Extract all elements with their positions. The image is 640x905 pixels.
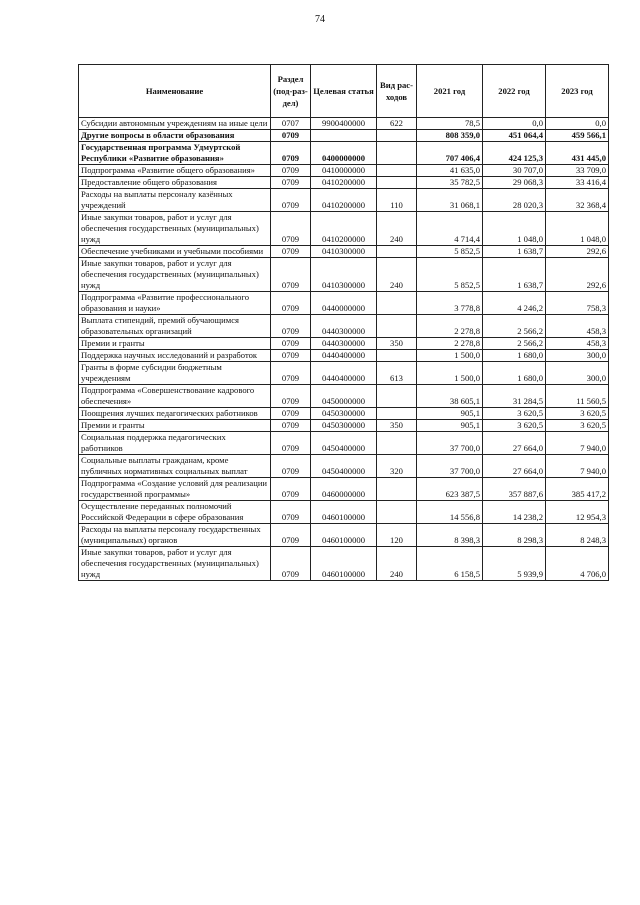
- cell-type: [377, 350, 417, 362]
- cell-2021: 8 398,3: [417, 524, 483, 547]
- cell-section: 0709: [271, 212, 311, 246]
- cell-2021: 5 852,5: [417, 258, 483, 292]
- cell-2021: 707 406,4: [417, 142, 483, 165]
- cell-target: 0440400000: [311, 350, 377, 362]
- cell-name: Иные закупки товаров, работ и услуг для обеспечения государственных (муниципальных) нужд: [79, 547, 271, 581]
- cell-target: 0450000000: [311, 385, 377, 408]
- cell-name: Иные закупки товаров, работ и услуг для обеспечения государственных (муниципальных) нужд: [79, 212, 271, 246]
- table-row: [79, 258, 609, 292]
- cell-target: [311, 130, 377, 142]
- cell-type: [377, 130, 417, 142]
- cell-section: 0709: [271, 478, 311, 501]
- cell-2021: 37 700,0: [417, 432, 483, 455]
- cell-type: [377, 501, 417, 524]
- cell-2023: 459 566,1: [546, 130, 609, 142]
- cell-name: Выплата стипендий, премий обучающимся образовательных организаций: [79, 315, 271, 338]
- table-row: [79, 385, 609, 408]
- cell-name: Обеспечение учебниками и учебными пособиями: [79, 246, 271, 258]
- cell-target: 0410200000: [311, 177, 377, 189]
- cell-2022: 1 638,7: [483, 246, 546, 258]
- cell-name: Подпрограмма «Развитие профессионального образования и науки»: [79, 292, 271, 315]
- table-row: [79, 165, 609, 177]
- cell-2023: 4 706,0: [546, 547, 609, 581]
- cell-2021: 37 700,0: [417, 455, 483, 478]
- cell-section: 0709: [271, 338, 311, 350]
- cell-target: 0410300000: [311, 246, 377, 258]
- cell-2023: 11 560,5: [546, 385, 609, 408]
- cell-section: 0709: [271, 189, 311, 212]
- cell-2023: 32 368,4: [546, 189, 609, 212]
- cell-2023: 0,0: [546, 118, 609, 130]
- cell-section: 0709: [271, 408, 311, 420]
- cell-2021: 14 556,8: [417, 501, 483, 524]
- cell-2023: 12 954,3: [546, 501, 609, 524]
- cell-name: Премии и гранты: [79, 420, 271, 432]
- cell-target: 0450300000: [311, 420, 377, 432]
- cell-type: 110: [377, 189, 417, 212]
- cell-target: 0450400000: [311, 432, 377, 455]
- table-row: [79, 362, 609, 385]
- cell-2023: 458,3: [546, 338, 609, 350]
- cell-target: 9900400000: [311, 118, 377, 130]
- cell-2021: 3 778,8: [417, 292, 483, 315]
- cell-2023: 8 248,3: [546, 524, 609, 547]
- cell-2022: 29 068,3: [483, 177, 546, 189]
- cell-2023: 3 620,5: [546, 420, 609, 432]
- cell-section: 0709: [271, 432, 311, 455]
- cell-section: 0709: [271, 524, 311, 547]
- col-header-target: Целевая статья: [311, 65, 377, 118]
- cell-2021: 1 500,0: [417, 362, 483, 385]
- cell-type: [377, 385, 417, 408]
- cell-2022: 8 298,3: [483, 524, 546, 547]
- cell-2022: 14 238,2: [483, 501, 546, 524]
- cell-2021: 5 852,5: [417, 246, 483, 258]
- cell-2023: 33 416,4: [546, 177, 609, 189]
- cell-2023: 33 709,0: [546, 165, 609, 177]
- table-row: [79, 524, 609, 547]
- cell-2022: 1 638,7: [483, 258, 546, 292]
- cell-type: [377, 478, 417, 501]
- cell-name: Подпрограмма «Развитие общего образования»: [79, 165, 271, 177]
- cell-2022: 1 680,0: [483, 350, 546, 362]
- cell-type: 350: [377, 420, 417, 432]
- cell-2021: 905,1: [417, 408, 483, 420]
- cell-type: 320: [377, 455, 417, 478]
- table-row: [79, 189, 609, 212]
- cell-name: Премии и гранты: [79, 338, 271, 350]
- cell-2021: 905,1: [417, 420, 483, 432]
- cell-type: 240: [377, 258, 417, 292]
- cell-2022: 27 664,0: [483, 432, 546, 455]
- cell-type: 350: [377, 338, 417, 350]
- cell-name: Расходы на выплаты персоналу государственных (муниципальных) органов: [79, 524, 271, 547]
- cell-name: Другие вопросы в области образования: [79, 130, 271, 142]
- cell-2023: 1 048,0: [546, 212, 609, 246]
- cell-type: [377, 432, 417, 455]
- cell-2022: 30 707,0: [483, 165, 546, 177]
- cell-type: 240: [377, 212, 417, 246]
- cell-section: 0709: [271, 130, 311, 142]
- cell-section: 0707: [271, 118, 311, 130]
- cell-target: 0410000000: [311, 165, 377, 177]
- cell-2021: 2 278,8: [417, 338, 483, 350]
- page-number: 74: [315, 14, 325, 25]
- cell-type: [377, 246, 417, 258]
- table-row: [79, 350, 609, 362]
- col-header-section: Раздел (под-раз-дел): [271, 65, 311, 118]
- col-header-2021: 2021 год: [417, 65, 483, 118]
- table-row: [79, 142, 609, 165]
- cell-2022: 357 887,6: [483, 478, 546, 501]
- cell-section: 0709: [271, 362, 311, 385]
- table-row: [79, 177, 609, 189]
- cell-name: Осуществление переданных полномочий Российской Федерации в сфере образования: [79, 501, 271, 524]
- table-row: [79, 432, 609, 455]
- cell-section: 0709: [271, 165, 311, 177]
- cell-2022: 3 620,5: [483, 420, 546, 432]
- cell-2021: 35 782,5: [417, 177, 483, 189]
- cell-name: Социальные выплаты гражданам, кроме публичных нормативных социальных выплат: [79, 455, 271, 478]
- col-header-type: Вид рас-ходов: [377, 65, 417, 118]
- cell-2021: 41 635,0: [417, 165, 483, 177]
- cell-section: 0709: [271, 246, 311, 258]
- cell-2023: 7 940,0: [546, 432, 609, 455]
- cell-name: Подпрограмма «Создание условий для реализации государственной программы»: [79, 478, 271, 501]
- table-row: [79, 212, 609, 246]
- cell-name: Государственная программа Удмуртской Республики «Развитие образования»: [79, 142, 271, 165]
- table-row: [79, 501, 609, 524]
- cell-2023: 292,6: [546, 246, 609, 258]
- table-row: [79, 478, 609, 501]
- col-header-name: Наименование: [79, 65, 271, 118]
- cell-type: [377, 142, 417, 165]
- cell-2021: 2 278,8: [417, 315, 483, 338]
- cell-section: 0709: [271, 547, 311, 581]
- cell-2023: 385 417,2: [546, 478, 609, 501]
- cell-section: 0709: [271, 501, 311, 524]
- cell-2023: 7 940,0: [546, 455, 609, 478]
- budget-table: [78, 64, 609, 581]
- cell-2022: 27 664,0: [483, 455, 546, 478]
- cell-section: 0709: [271, 455, 311, 478]
- cell-2022: 0,0: [483, 118, 546, 130]
- cell-type: [377, 408, 417, 420]
- cell-type: 613: [377, 362, 417, 385]
- cell-target: 0440300000: [311, 338, 377, 350]
- cell-2023: 292,6: [546, 258, 609, 292]
- table-row: [79, 420, 609, 432]
- cell-name: Расходы на выплаты персоналу казённых учреждений: [79, 189, 271, 212]
- cell-type: 622: [377, 118, 417, 130]
- table-row: [79, 455, 609, 478]
- cell-section: 0709: [271, 177, 311, 189]
- col-header-2022: 2022 год: [483, 65, 546, 118]
- cell-2023: 758,3: [546, 292, 609, 315]
- header-row: [79, 65, 609, 118]
- cell-2022: 4 246,2: [483, 292, 546, 315]
- cell-name: Подпрограмма «Совершенствование кадрового обеспечения»: [79, 385, 271, 408]
- cell-2021: 6 158,5: [417, 547, 483, 581]
- cell-section: 0709: [271, 292, 311, 315]
- cell-2023: 3 620,5: [546, 408, 609, 420]
- cell-type: [377, 165, 417, 177]
- cell-2022: 5 939,9: [483, 547, 546, 581]
- cell-2021: 4 714,4: [417, 212, 483, 246]
- cell-2022: 2 566,2: [483, 315, 546, 338]
- cell-name: Предоставление общего образования: [79, 177, 271, 189]
- cell-target: 0460100000: [311, 524, 377, 547]
- cell-target: 0440300000: [311, 315, 377, 338]
- cell-target: 0410200000: [311, 189, 377, 212]
- cell-type: 120: [377, 524, 417, 547]
- cell-2022: 28 020,3: [483, 189, 546, 212]
- cell-type: 240: [377, 547, 417, 581]
- cell-2022: 451 064,4: [483, 130, 546, 142]
- table-row: [79, 338, 609, 350]
- cell-2021: 38 605,1: [417, 385, 483, 408]
- cell-section: 0709: [271, 385, 311, 408]
- table-row: [79, 292, 609, 315]
- cell-2022: 31 284,5: [483, 385, 546, 408]
- cell-name: Гранты в форме субсидии бюджетным учреждениям: [79, 362, 271, 385]
- cell-type: [377, 292, 417, 315]
- col-header-2023: 2023 год: [546, 65, 609, 118]
- cell-section: 0709: [271, 258, 311, 292]
- cell-target: 0450300000: [311, 408, 377, 420]
- cell-name: Поощрения лучших педагогических работников: [79, 408, 271, 420]
- cell-2022: 1 680,0: [483, 362, 546, 385]
- cell-type: [377, 315, 417, 338]
- cell-section: 0709: [271, 315, 311, 338]
- cell-2022: 424 125,3: [483, 142, 546, 165]
- table-row: [79, 246, 609, 258]
- cell-section: 0709: [271, 350, 311, 362]
- cell-name: Субсидии автономным учреждениям на иные цели: [79, 118, 271, 130]
- cell-target: 0400000000: [311, 142, 377, 165]
- cell-name: Социальная поддержка педагогических работников: [79, 432, 271, 455]
- cell-section: 0709: [271, 142, 311, 165]
- table-row: [79, 408, 609, 420]
- cell-target: 0460100000: [311, 501, 377, 524]
- table-row: [79, 547, 609, 581]
- table-row: [79, 315, 609, 338]
- cell-name: Иные закупки товаров, работ и услуг для обеспечения государственных (муниципальных) нужд: [79, 258, 271, 292]
- cell-2021: 623 387,5: [417, 478, 483, 501]
- cell-name: Поддержка научных исследований и разработок: [79, 350, 271, 362]
- cell-2022: 1 048,0: [483, 212, 546, 246]
- cell-target: 0410300000: [311, 258, 377, 292]
- cell-2023: 300,0: [546, 350, 609, 362]
- cell-2023: 431 445,0: [546, 142, 609, 165]
- cell-2022: 2 566,2: [483, 338, 546, 350]
- cell-target: 0440400000: [311, 362, 377, 385]
- cell-target: 0460100000: [311, 547, 377, 581]
- cell-2021: 1 500,0: [417, 350, 483, 362]
- cell-2021: 808 359,0: [417, 130, 483, 142]
- table-body: [79, 118, 609, 581]
- cell-target: 0460000000: [311, 478, 377, 501]
- cell-target: 0440000000: [311, 292, 377, 315]
- table-row: [79, 130, 609, 142]
- cell-2021: 31 068,1: [417, 189, 483, 212]
- cell-2023: 300,0: [546, 362, 609, 385]
- cell-2021: 78,5: [417, 118, 483, 130]
- cell-target: 0410200000: [311, 212, 377, 246]
- cell-section: 0709: [271, 420, 311, 432]
- cell-target: 0450400000: [311, 455, 377, 478]
- cell-2023: 458,3: [546, 315, 609, 338]
- cell-2022: 3 620,5: [483, 408, 546, 420]
- table-row: [79, 118, 609, 130]
- cell-type: [377, 177, 417, 189]
